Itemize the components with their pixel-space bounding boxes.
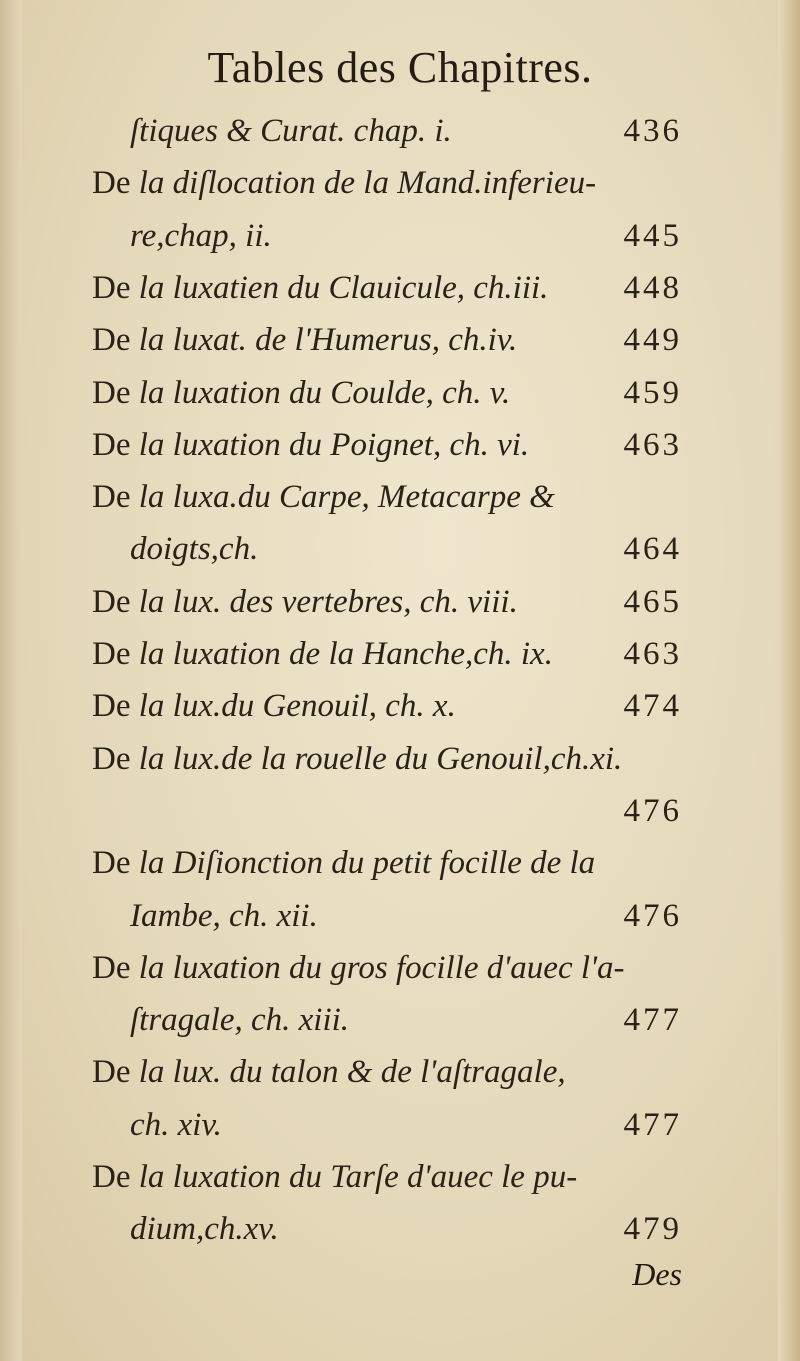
toc-entry-line xyxy=(130,209,682,263)
entry-lead: De xyxy=(92,165,139,202)
entry-text: la luxation du Poignet, ch. vi. xyxy=(138,426,530,463)
entry-lead: De xyxy=(92,1159,139,1195)
entry-lead: De xyxy=(92,583,139,620)
toc-entry-line xyxy=(92,313,682,367)
toc-entry-line xyxy=(92,156,682,210)
entry-lead: De xyxy=(92,845,139,882)
entry-page-number: 479 xyxy=(623,1211,682,1248)
catchword: Des xyxy=(632,1256,682,1292)
entry-text: ſtragale, ch. xiii. xyxy=(130,1002,350,1039)
toc-entry-line xyxy=(92,679,682,733)
toc-entry-line xyxy=(92,1045,682,1099)
toc-entry-line xyxy=(130,889,682,943)
toc-entry-line xyxy=(92,941,682,995)
entry-lead: De xyxy=(92,269,139,306)
entry-lead: De xyxy=(92,1054,139,1091)
entry-text: la luxa.du Carpe, Metacarpe & xyxy=(138,479,555,516)
entry-text: re,chap, ii. xyxy=(130,217,272,254)
entry-text: la luxat. de l'Humerus, ch.iv. xyxy=(138,322,518,359)
entry-page-number: 477 xyxy=(623,1002,682,1039)
toc-entry-line xyxy=(130,522,682,576)
entry-page-number: 476 xyxy=(623,792,682,829)
entry-page-number: 465 xyxy=(623,583,682,620)
entry-text: ch. xiv. xyxy=(130,1106,222,1143)
entry-lead: De xyxy=(92,949,139,986)
entry-lead: De xyxy=(92,479,139,516)
toc-entry-line xyxy=(92,418,682,472)
toc-entry-line xyxy=(92,575,682,629)
entry-text: la Diſionction du petit focille de la xyxy=(138,845,596,882)
entry-text: la lux.de la rouelle du Genouil,ch.xi. xyxy=(138,740,623,777)
entry-text: la diſlocation de la Mand.inferieu- xyxy=(138,165,597,202)
entry-page-number: 463 xyxy=(623,636,682,672)
toc-entry-line xyxy=(92,366,682,420)
running-title: Tables des Chapitres. xyxy=(207,43,593,92)
entry-page-number: 436 xyxy=(623,113,682,149)
entry-lead: De xyxy=(92,426,139,463)
entry-text: doigts,ch. xyxy=(130,531,259,568)
toc-entry-line xyxy=(92,627,682,681)
toc-entry-line xyxy=(130,1202,682,1256)
entry-page-number: 459 xyxy=(623,374,682,411)
entry-text: la luxation de la Hanche,ch. ix. xyxy=(138,636,553,672)
toc-entry-line xyxy=(130,1098,682,1152)
entry-text: la lux. du talon & de l'aſtragale, xyxy=(138,1054,566,1091)
toc-entry-line xyxy=(130,784,682,838)
entry-page-number: 448 xyxy=(623,269,682,306)
toc-entry-line xyxy=(130,104,682,158)
entry-page-number: 445 xyxy=(623,217,682,254)
entry-text: ſtiques & Curat. chap. i. xyxy=(130,113,452,149)
entry-page-number: 463 xyxy=(623,426,682,463)
toc-entry-line xyxy=(92,732,682,786)
entry-text: Iambe, ch. xii. xyxy=(130,897,318,934)
entry-page-number: 477 xyxy=(623,1106,682,1143)
entry-text: la lux. des vertebres, ch. viii. xyxy=(138,583,518,620)
entry-text: la luxation du Tarſe d'auec le pu- xyxy=(138,1159,578,1195)
entry-lead: De xyxy=(92,374,139,411)
toc-entry-line xyxy=(92,836,682,890)
entry-page-number: 449 xyxy=(623,322,682,359)
toc-entry-line xyxy=(92,1150,682,1204)
entry-lead: De xyxy=(92,636,139,672)
entry-page-number: 476 xyxy=(623,897,682,934)
entry-text: dium,ch.xv. xyxy=(130,1211,279,1248)
entry-text: la luxation du gros focille d'auec l'a- xyxy=(138,949,625,986)
entry-lead: De xyxy=(92,688,139,725)
entry-lead: De xyxy=(92,322,139,359)
entry-lead: De xyxy=(92,740,139,777)
entry-page-number: 464 xyxy=(623,531,682,568)
toc-entry-line xyxy=(92,470,682,524)
toc-entry-line xyxy=(130,993,682,1047)
entry-page-number: 474 xyxy=(623,688,682,725)
entry-text: la lux.du Genouil, ch. x. xyxy=(138,688,456,725)
toc-entry-line xyxy=(92,261,682,315)
entry-text: la luxatien du Clauicule, ch.iii. xyxy=(138,269,549,306)
entry-text: la luxation du Coulde, ch. v. xyxy=(138,374,511,411)
